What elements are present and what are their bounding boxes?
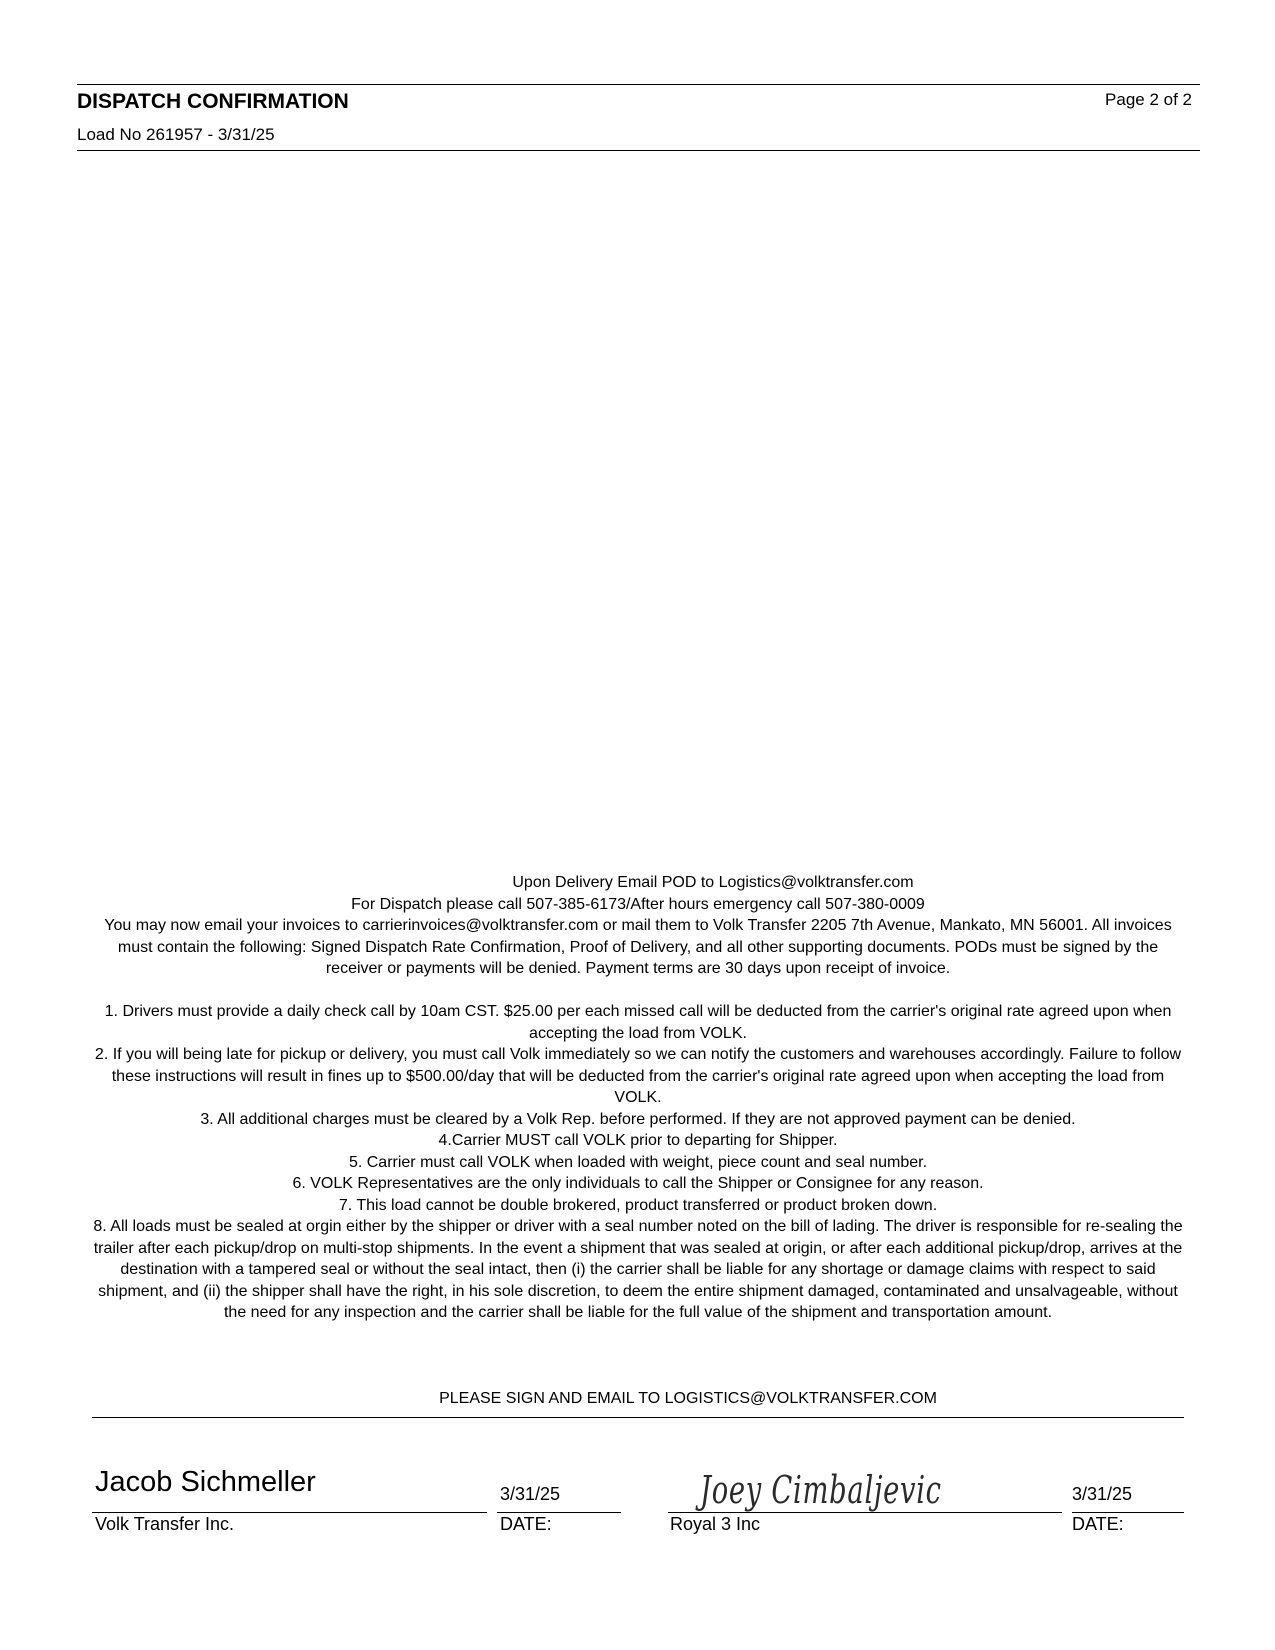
signature-section-rule — [92, 1417, 1184, 1418]
header-top-rule — [77, 84, 1200, 85]
carrier-company-label: Royal 3 Inc — [670, 1514, 761, 1534]
rule-item: 5. Carrier must call VOLK when loaded with weight, piece count and seal number. — [348, 1153, 928, 1171]
page-number: Page 2 of 2 — [1105, 90, 1192, 109]
volk-signer-name: Jacob Sichmeller — [95, 1466, 316, 1498]
date-label: DATE: — [1072, 1514, 1124, 1534]
rule-item: 1. Drivers must provide a daily check call by 10am CST. $25.00 per each missed call will be deducted from the carrier's original rate agreed upon when accepting the load from VOLK. — [104, 1003, 1172, 1042]
date-label: DATE: — [500, 1514, 552, 1534]
header-bottom-rule — [77, 150, 1200, 151]
carrier-handwritten-signature: Joey Cimbaljevic — [700, 1468, 942, 1512]
rule-item: 4.Carrier MUST call VOLK prior to departing for Shipper. — [438, 1132, 838, 1149]
volk-company-label: Volk Transfer Inc. — [95, 1514, 235, 1534]
rule-item: 7. This load cannot be double brokered, product transferred or product broken down. — [338, 1196, 938, 1214]
rule-item: 2. If you will being late for pickup or delivery, you must call Volk immediately so we can notify the customers and warehouses accordingly. Failure to follow these instructions will result in fines up to $500.00/day that will be deducted from the carrier's original rate agreed upon when accepting the load from VOLK. — [94, 1046, 1182, 1106]
signature-line — [668, 1512, 1062, 1513]
rule-item: 6. VOLK Representatives are the only individuals to call the Shipper or Consignee for any reason. — [292, 1175, 984, 1192]
pod-email-note: Upon Delivery Email POD to Logistics@volktransfer.com — [512, 874, 914, 891]
rules-list — [92, 1001, 1184, 1324]
please-sign-note: PLEASE SIGN AND EMAIL TO LOGISTICS@VOLKTRANSFER.COM — [439, 1390, 937, 1407]
document-title: DISPATCH CONFIRMATION — [77, 90, 349, 113]
spacer — [92, 980, 1184, 1002]
signature-line — [92, 1512, 487, 1513]
rule-item: 3. All additional charges must be cleared by a Volk Rep. before performed. If they are not approved payment can be denied. — [200, 1110, 1076, 1128]
signature-line — [1072, 1512, 1184, 1513]
carrier-sign-date: 3/31/25 — [1072, 1484, 1133, 1504]
load-number: Load No 261957 - 3/31/25 — [77, 125, 275, 144]
invoice-paragraph: You may now email your invoices to carrierinvoices@volktransfer.com or mail them to Volk Transfer 2205 7th Avenue, Mankato, MN 56001. All invoices must contain the following: Signed Dispatch Rate Confirmation, Proof of Delivery, and all other supporting documents. PODs must be signed by the receiver or payments will be denied. Payment terms are 30 days upon receipt of invoice. — [104, 917, 1172, 977]
rule-item: 8. All loads must be sealed at orgin either by the shipper or driver with a seal number noted on the bill of lading. The driver is responsible for re-sealing the trailer after each pickup/drop on multi-stop shipments. In the event a shipment that was sealed at origin, or after each additional pickup/drop, arrives at the destination with a tampered seal or without the seal intact, then (i) the carrier shall be liable for any shortage or damage claims with respect to said shipment, and (ii) the shipper shall have the right, in his sole discretion, to deem the entire shipment damaged, contaminated and unsalvageable, without the need for any inspection and the carrier shall be liable for the full value of the shipment and transportation amount. — [93, 1218, 1183, 1321]
volk-sign-date: 3/31/25 — [500, 1484, 561, 1504]
terms-block — [92, 872, 1184, 1324]
dispatch-phone-note: For Dispatch please call 507-385-6173/After hours emergency call 507-380-0009 — [351, 895, 925, 913]
signature-line — [497, 1512, 621, 1513]
